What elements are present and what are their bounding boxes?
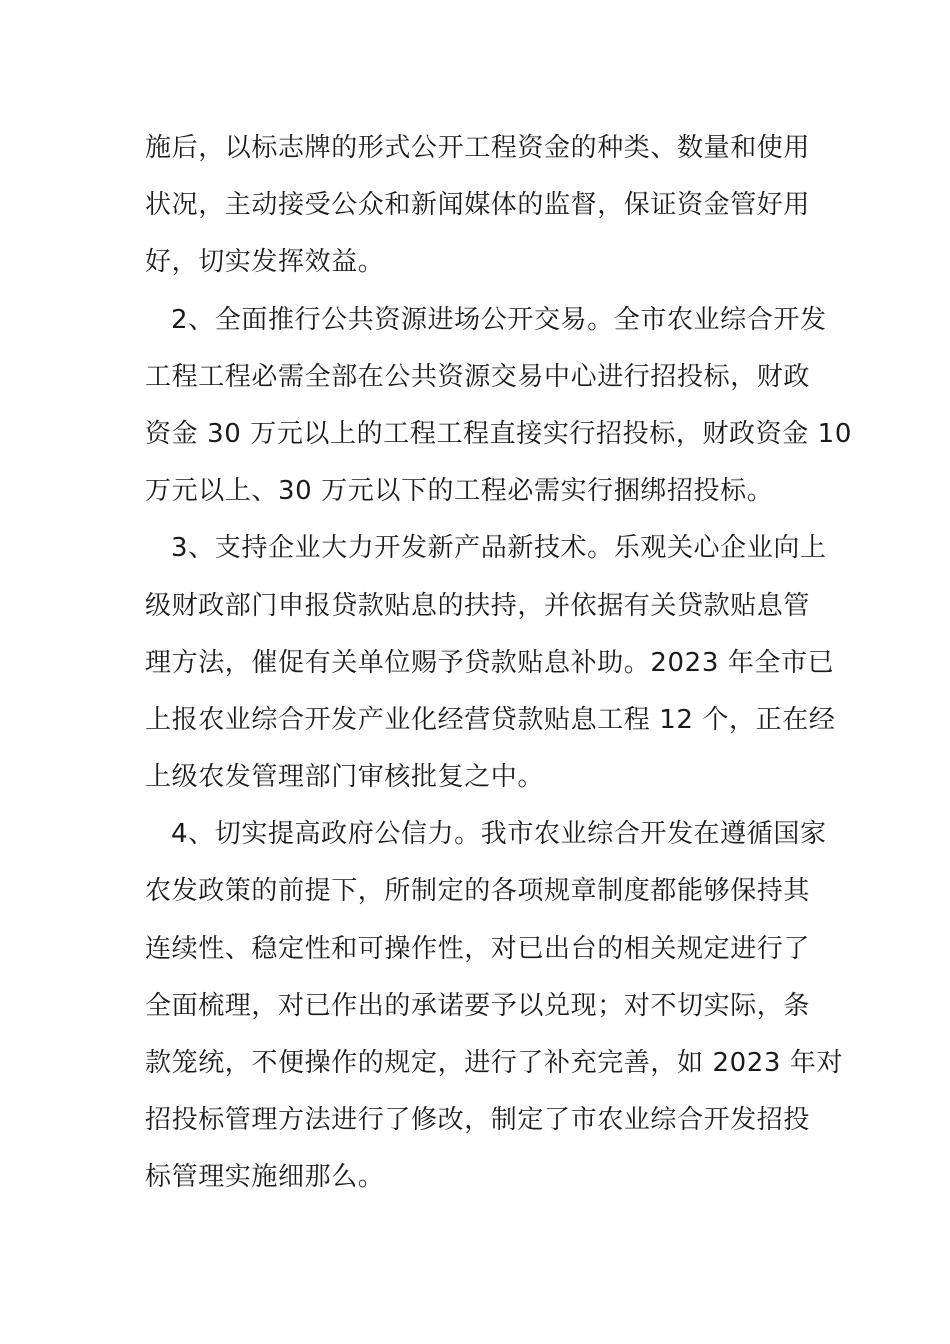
text-line: 农发政策的前提下，所制定的各项规章制度都能够保持其 [145, 876, 811, 907]
text-line: 状况，主动接受公众和新闻媒体的监督，保证资金管好用 [145, 190, 811, 221]
text-line: 上报农业综合开发产业化经营贷款贴息工程 12 个，正在经 [145, 704, 836, 735]
paragraph-4-start: 4、切实提高政府公信力。我市农业综合开发在遵循国家 [171, 819, 827, 850]
text-line: 工程工程必需全部在公共资源交易中心进行招投标，财政 [145, 361, 811, 392]
text-line: 万元以上、30 万元以下的工程必需实行捆绑招投标。 [145, 476, 774, 507]
text-line: 招投标管理方法进行了修改，制定了市农业综合开发招投 [145, 1105, 811, 1136]
text-line: 好，切实发挥效益。 [145, 247, 385, 278]
text-line: 施后，以标志牌的形式公开工程资金的种类、数量和使用 [145, 133, 811, 163]
text-line: 标管理实施细那么。 [145, 1162, 385, 1193]
text-line: 款笼统，不便操作的规定，进行了补充完善，如 2023 年对 [145, 1048, 844, 1078]
text-line: 连续性、稳定性和可操作性，对已出台的相关规定进行了 [145, 933, 811, 964]
paragraph-2-start: 2、全面推行公共资源进场公开交易。全市农业综合开发 [171, 304, 827, 335]
text-line: 理方法，催促有关单位赐予贷款贴息补助。2023 年全市已 [145, 647, 835, 678]
text-line: 资金 30 万元以上的工程工程直接实行招投标，财政资金 10 [145, 418, 852, 449]
text-line: 全面梳理，对已作出的承诺要予以兑现；对不切实际，条 [145, 990, 811, 1021]
text-line: 级财政部门申报贷款贴息的扶持，并依据有关贷款贴息管 [145, 590, 811, 621]
paragraph-3-start: 3、支持企业大力开发新产品新技术。乐观关心企业向上 [171, 533, 827, 564]
text-line: 上级农发管理部门审核批复之中。 [145, 762, 545, 793]
body-text [145, 120, 852, 1207]
